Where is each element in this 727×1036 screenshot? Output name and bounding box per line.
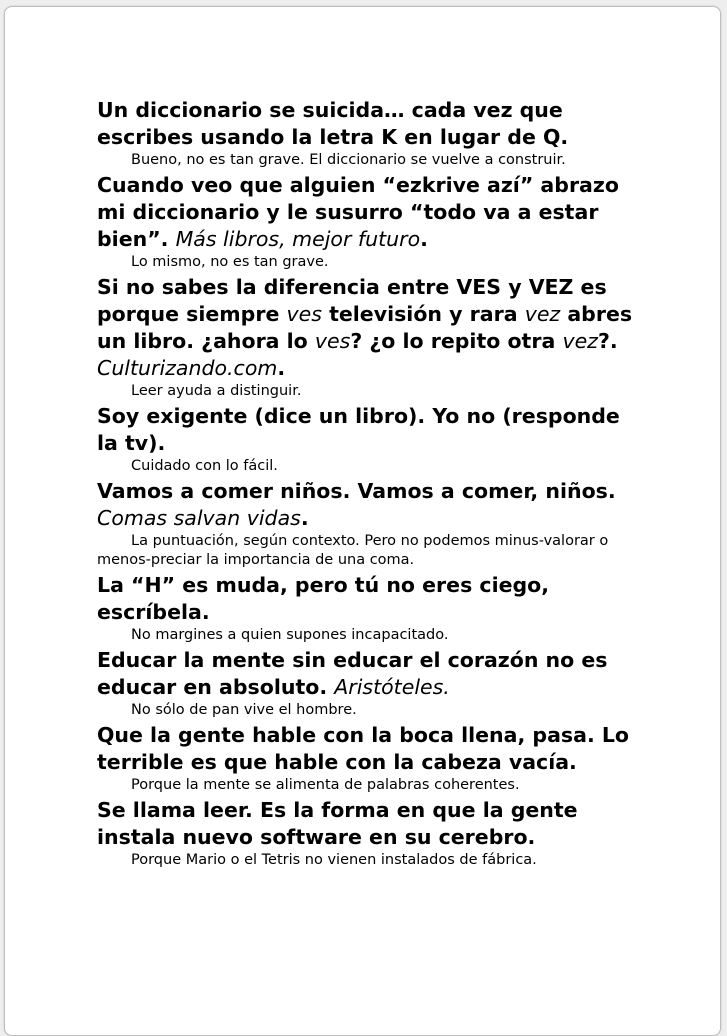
note-1: Bueno, no es tan grave. El diccionario se vuelve a construir.: [131, 152, 566, 168]
quote-text: abres un libro. ¿ahora lo: [97, 302, 633, 353]
quote-2: [97, 172, 637, 253]
quote-text: Que la gente hable con la boca llena, pasa. Lo terrible es que hable con la cabeza vacía.: [97, 723, 630, 774]
quote-text: Cuando veo que alguien “ezkrive azí” abrazo mi diccionario y le susurro “todo va a estar bien”.: [97, 173, 619, 251]
quote-9: [97, 797, 637, 851]
quote-italic: ves: [314, 329, 351, 353]
quote-8: [97, 722, 637, 776]
quote-source: Culturizando.com: [97, 356, 278, 380]
quote-italic: Más libros, mejor futuro: [175, 227, 421, 251]
quote-italic: ves: [286, 302, 322, 326]
quote-text: Vamos a comer niños. Vamos a comer, niños.: [97, 479, 616, 503]
quote-source: Comas salvan vidas: [97, 506, 301, 530]
quote-italic: vez: [562, 329, 598, 353]
quote-text: televisión y rara: [329, 302, 518, 326]
quote-5: [97, 478, 637, 532]
quote-1: [97, 97, 637, 151]
quote-7: [97, 647, 637, 701]
quote-text: ? ¿o lo repito otra: [350, 329, 556, 353]
note-8: Porque la mente se alimenta de palabras coherentes.: [131, 777, 520, 793]
quote-4: [97, 403, 637, 457]
note-5: La puntuación, según contexto. Pero no podemos minus-valorar o menos-preciar la importancia de una coma.: [97, 533, 609, 568]
quote-6: [97, 572, 637, 626]
quote-text: Un diccionario se suicida… cada vez que escribes usando la letra K en lugar de Q.: [97, 98, 569, 149]
quote-source: Aristóteles.: [334, 675, 450, 699]
quote-end: .: [300, 506, 309, 530]
document-page: [4, 6, 721, 1036]
note-7: No sólo de pan vive el hombre.: [131, 702, 357, 718]
quote-text: Si no sabes la diferencia entre VES y VEZ es porque siempre: [97, 275, 607, 326]
quote-end: .: [277, 356, 286, 380]
note-2: Lo mismo, no es tan grave.: [131, 254, 329, 270]
quote-end: .: [420, 227, 428, 251]
note-4: Cuidado con lo fácil.: [131, 458, 278, 474]
quote-text: Educar la mente sin educar el corazón no es educar en absoluto.: [97, 648, 608, 699]
note-3: Leer ayuda a distinguir.: [131, 383, 302, 399]
quote-text: Se llama leer. Es la forma en que la gente instala nuevo software en su cerebro.: [97, 798, 578, 849]
quote-text: La “H” es muda, pero tú no eres ciego, escríbela.: [97, 573, 550, 624]
quotes-list: [97, 97, 637, 872]
note-6: No margines a quien supones incapacitado.: [131, 627, 449, 643]
quote-text: Soy exigente (dice un libro). Yo no (responde la tv).: [97, 404, 620, 455]
quote-3: [97, 274, 637, 382]
note-9: Porque Mario o el Tetris no vienen instalados de fábrica.: [131, 852, 537, 868]
quote-italic: vez: [524, 302, 561, 326]
quote-text: ?.: [597, 329, 618, 353]
